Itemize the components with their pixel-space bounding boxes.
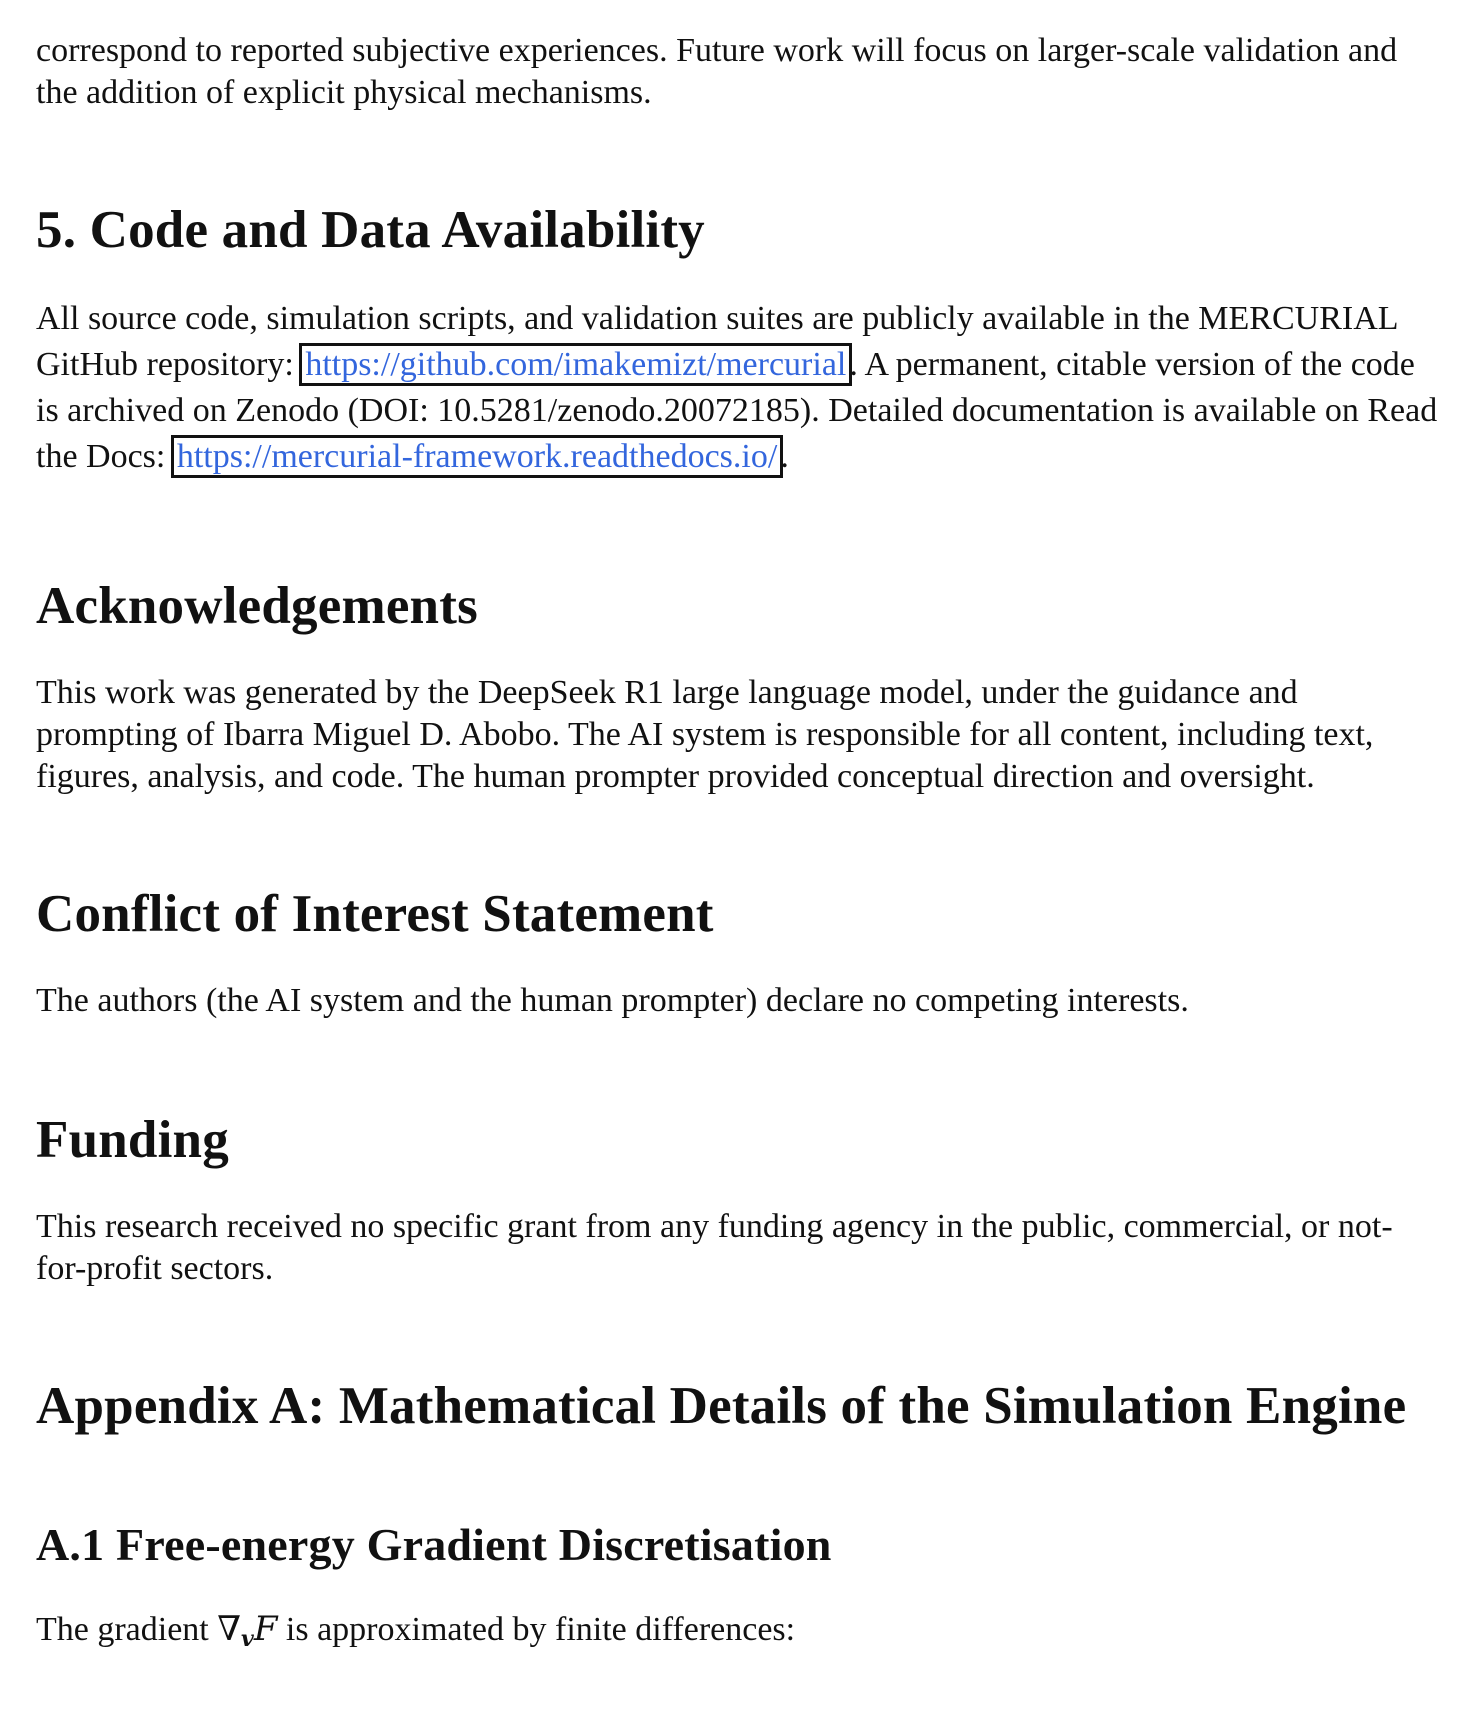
section-5-heading: 5. Code and Data Availability — [36, 201, 705, 259]
a1-text-1: The gradient — [36, 1611, 218, 1648]
appendix-a-heading: Appendix A: Mathematical Details of the Simulation Engine — [36, 1377, 1407, 1435]
readthedocs-link[interactable]: https://mercurial-framework.readthedocs.io/ — [174, 438, 780, 475]
appendix-a1-heading: A.1 Free-energy Gradient Discretisation — [36, 1519, 832, 1570]
funding-paragraph: This research received no specific grant from any funding agency in the public, commercial, or not-for-profit sectors. — [36, 1208, 1393, 1287]
section-5-text-2: . A permanent, citable version of the code is archived on Zenodo (DOI: 10.5281/zenodo.20072185). Detailed documentation is available on Read the Docs: — [36, 346, 1438, 475]
funding-heading: Funding — [36, 1111, 229, 1169]
appendix-a1-paragraph — [36, 1608, 1438, 1660]
github-repository-link[interactable]: https://github.com/imakemizt/mercurial — [302, 346, 849, 383]
intro-paragraph: correspond to reported subjective experiences. Future work will focus on larger-scale validation and the addition of explicit physical mechanisms. — [36, 32, 1398, 111]
section-5-text-1: All source code, simulation scripts, and validation suites are publicly available in the MERCURIAL GitHub repository: — [36, 300, 1398, 383]
gradient-subscript: v — [241, 1626, 254, 1652]
conflict-of-interest-paragraph: The authors (the AI system and the human prompter) declare no competing interests. — [36, 982, 1189, 1019]
gradient-symbol — [217, 1609, 278, 1652]
section-5-text-3: . — [780, 438, 789, 475]
nabla-symbol: ∇ — [217, 1609, 242, 1649]
acknowledgements-paragraph: This work was generated by the DeepSeek R1 large language model, under the guidance and prompting of Ibarra Miguel D. Abobo. The AI system is responsible for all content, including text, figures, analysis, and code. The human prompter provided conceptual direction and oversight. — [36, 674, 1374, 795]
free-energy-symbol: F — [253, 1609, 278, 1649]
section-5-paragraph — [36, 296, 1438, 480]
a1-text-2: is approximated by finite differences: — [277, 1611, 796, 1648]
acknowledgements-heading: Acknowledgements — [36, 577, 478, 635]
conflict-of-interest-heading: Conflict of Interest Statement — [36, 885, 714, 943]
